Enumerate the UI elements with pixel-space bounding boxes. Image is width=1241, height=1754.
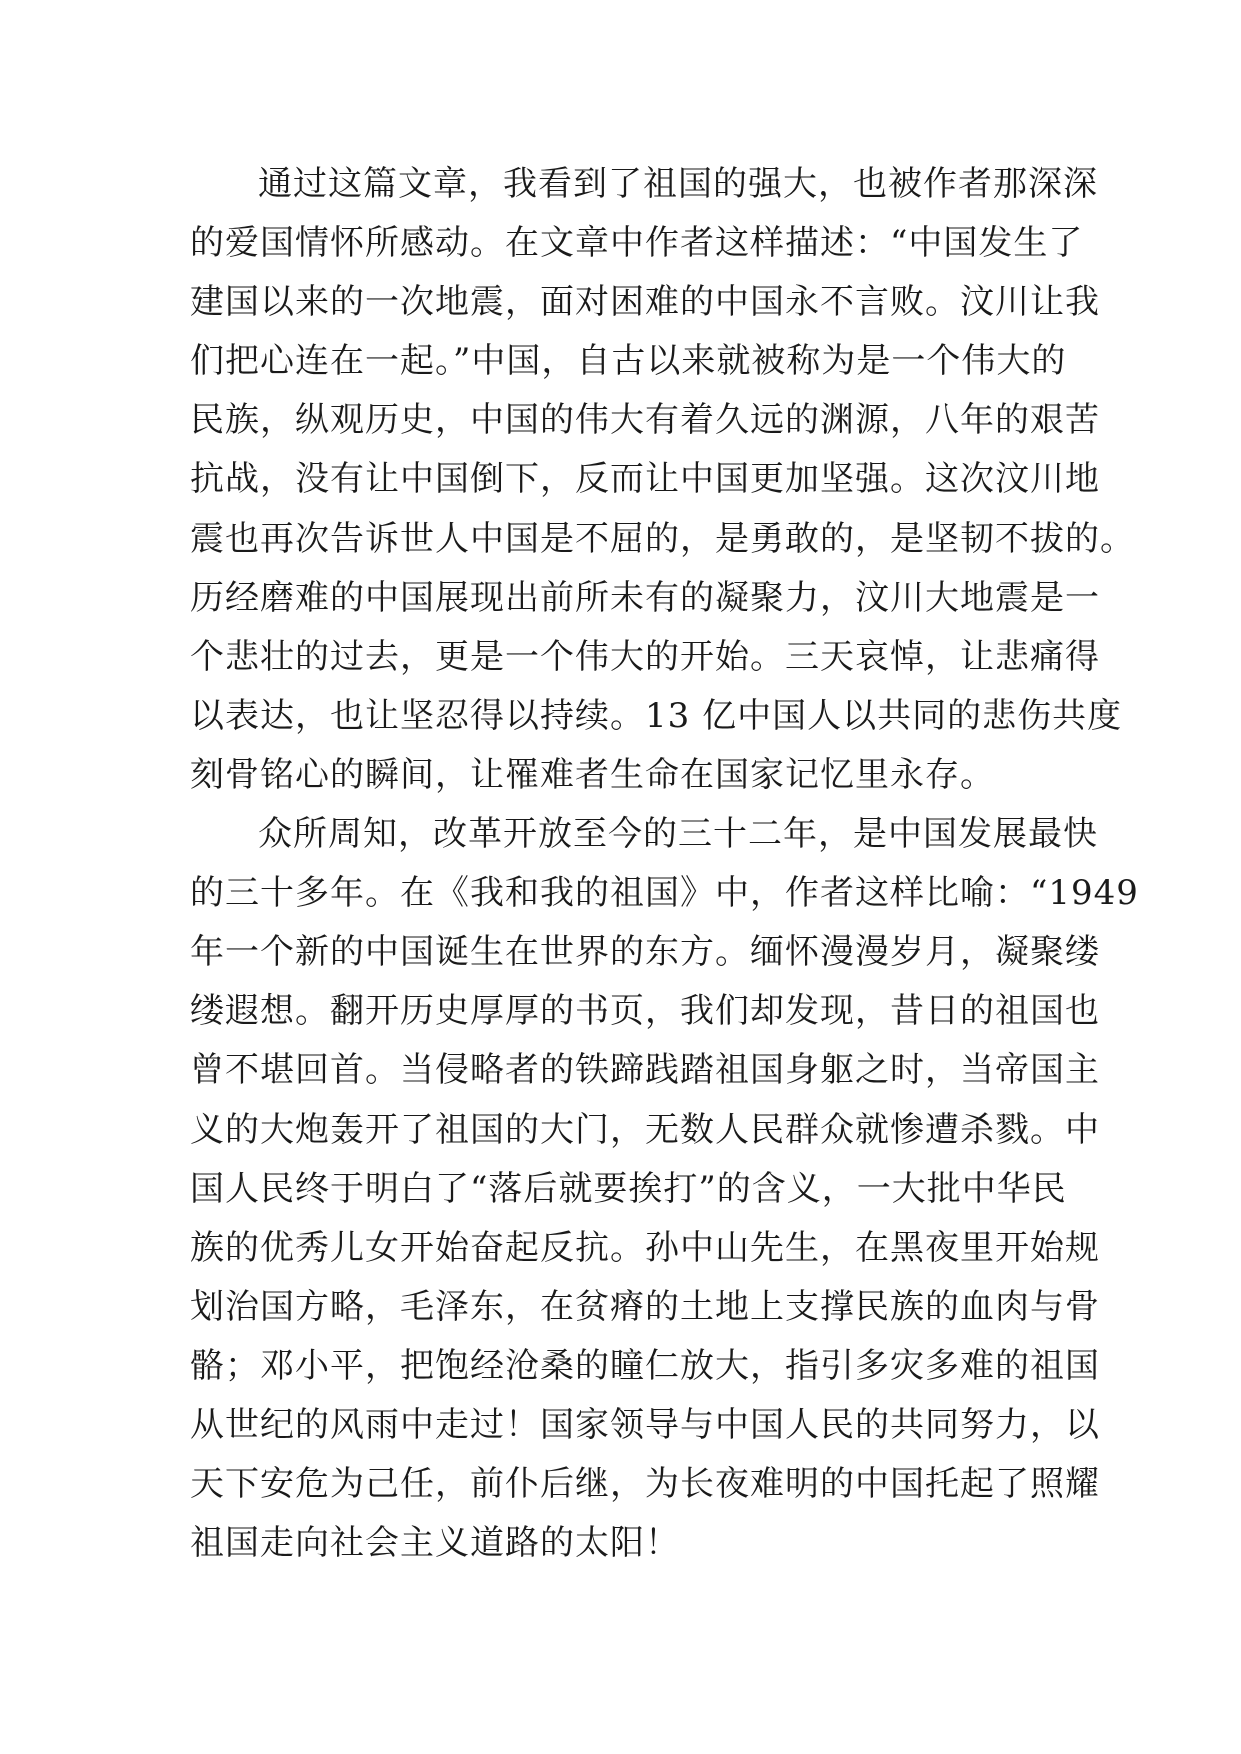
text-line: 刻骨铭心的瞬间，让罹难者生命在国家记忆里永存。 — [190, 754, 995, 795]
text-line: 建国以来的一次地震，面对困难的中国永不言败。汶川让我 — [190, 282, 1100, 323]
text-line: 的三十多年。在《我和我的祖国》中，作者这样比喻：“1949 — [190, 873, 1139, 914]
text-line: 族的优秀儿女开始奋起反抗。孙中山先生，在黑夜里开始规 — [190, 1227, 1100, 1268]
text-line: 通过这篇文章，我看到了祖国的强大，也被作者那深深 — [258, 164, 1098, 204]
text-line: 众所周知，改革开放至今的三十二年，是中国发展最快 — [258, 814, 1098, 855]
text-line: 历经磨难的中国展现出前所未有的凝聚力，汶川大地震是一 — [190, 577, 1100, 618]
paragraph-2 — [190, 805, 1139, 1573]
text-line: 民族，纵观历史，中国的伟大有着久远的渊源，八年的艰苦 — [190, 400, 1100, 441]
text-line: 个悲壮的过去，更是一个伟大的开始。三天哀悼，让悲痛得 — [190, 636, 1100, 677]
text-line: 抗战，没有让中国倒下，反而让中国更加坚强。这次汶川地 — [190, 459, 1100, 500]
text-line: 祖国走向社会主义道路的太阳！ — [190, 1523, 680, 1564]
text-line: 骼；邓小平，把饱经沧桑的瞳仁放大，指引多灾多难的祖国 — [190, 1345, 1100, 1386]
paragraph-1 — [190, 155, 1135, 805]
text-line: 天下安危为己任，前仆后继，为长夜难明的中国托起了照耀 — [190, 1464, 1100, 1505]
text-line: 震也再次告诉世人中国是不屈的，是勇敢的，是坚韧不拔的。 — [190, 518, 1135, 559]
text-line: 划治国方略，毛泽东，在贫瘠的土地上支撑民族的血肉与骨 — [190, 1286, 1100, 1327]
text-line: 从世纪的风雨中走过！国家领导与中国人民的共同努力，以 — [190, 1404, 1100, 1445]
text-line: 以表达，也让坚忍得以持续。13 亿中国人以共同的悲伤共度 — [190, 695, 1123, 736]
text-line: 缕遐想。翻开历史厚厚的书页，我们却发现，昔日的祖国也 — [190, 991, 1100, 1032]
text-line: 曾不堪回首。当侵略者的铁蹄践踏祖国身躯之时，当帝国主 — [190, 1050, 1100, 1091]
text-line: 义的大炮轰开了祖国的大门，无数人民群众就惨遭杀戮。中 — [190, 1109, 1100, 1150]
text-line: 的爱国情怀所感动。在文章中作者这样描述：“中国发生了 — [190, 223, 1084, 264]
text-line: 们把心连在一起。”中国，自古以来就被称为是一个伟大的 — [190, 341, 1067, 382]
text-line: 国人民终于明白了“落后就要挨打”的含义，一大批中华民 — [190, 1168, 1067, 1209]
text-line: 年一个新的中国诞生在世界的东方。缅怀漫漫岁月，凝聚缕 — [190, 932, 1100, 973]
document-body — [190, 155, 1139, 1573]
